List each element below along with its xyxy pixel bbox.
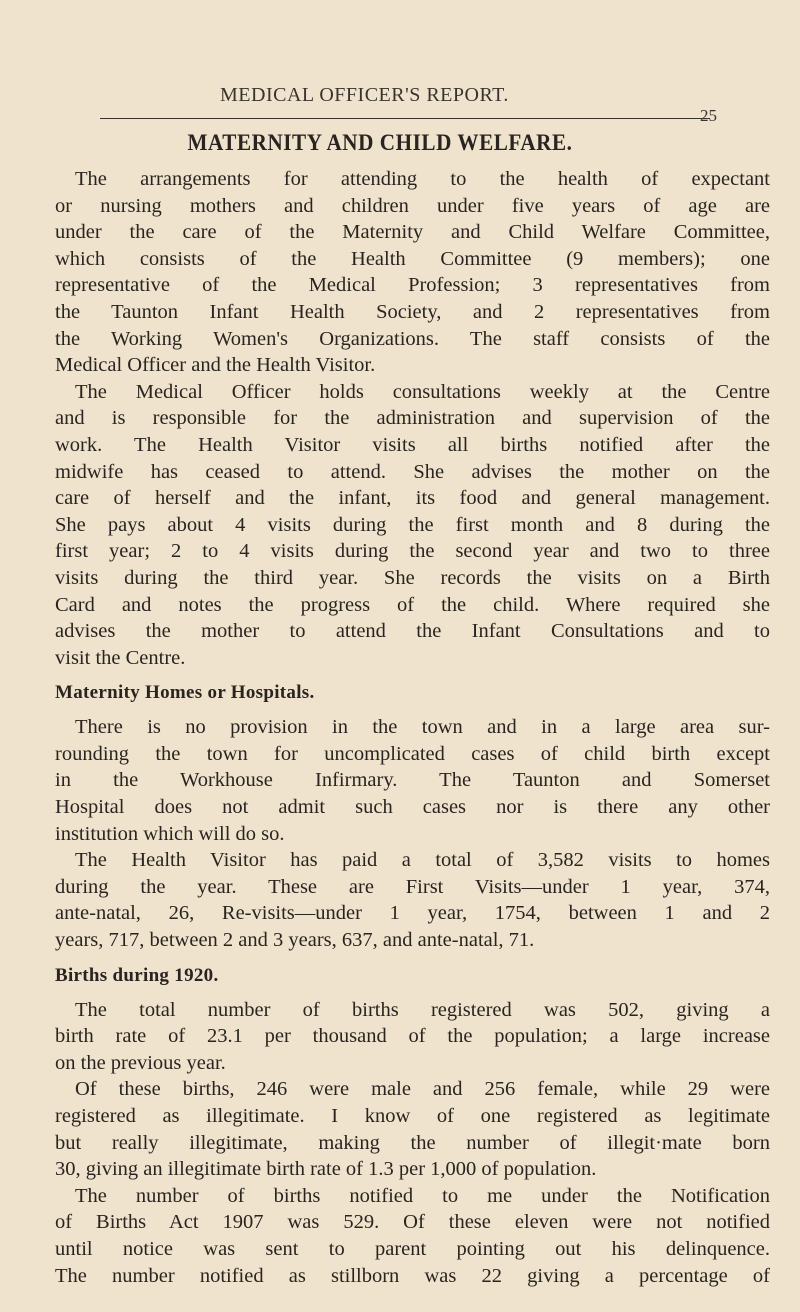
text-line-content: visit the Centre. <box>55 646 186 669</box>
text-line <box>55 352 770 379</box>
page-title: MATERNITY AND CHILD WELFARE. <box>187 130 573 155</box>
text-line <box>55 565 770 592</box>
text-line <box>55 1103 770 1130</box>
text-line-content: the Taunton Infant Health Society, and 2 representatives from <box>55 300 770 323</box>
text-line <box>55 767 770 794</box>
paragraph <box>55 166 770 379</box>
text-line-content: Hospital does not admit such cases nor is there any other <box>55 796 770 819</box>
text-line-content: birth rate of 23.1 per thousand of the population; a large increase <box>55 1025 770 1048</box>
text-line-content: on the previous year. <box>55 1051 226 1074</box>
text-line <box>55 326 770 353</box>
text-line <box>55 459 770 486</box>
text-line <box>55 847 770 874</box>
text-line <box>55 741 770 768</box>
text-line <box>55 592 770 619</box>
section-heading: Births during 1920. <box>55 964 219 986</box>
text-line <box>55 1076 770 1103</box>
text-line-content: 30, giving an illegitimate birth rate of 1.3 per 1,000 of population. <box>55 1158 597 1181</box>
text-line-content: midwife has ceased to attend. She advises the mother on the <box>55 460 770 483</box>
text-line-content: representative of the Medical Profession; 3 representatives from <box>55 274 770 297</box>
text-line-content: during the year. These are First Visits—under 1 year, 374, <box>55 875 770 898</box>
paragraph <box>55 379 770 672</box>
text-line-content: Medical Officer and the Health Visitor. <box>55 354 376 377</box>
text-line <box>55 166 770 193</box>
text-line <box>55 900 770 927</box>
page-header <box>100 82 710 119</box>
text-line-content: rounding the town for uncomplicated cases of child birth except <box>55 742 770 765</box>
text-line-content: She pays about 4 visits during the first month and 8 during the <box>55 513 770 536</box>
text-line-content: or nursing mothers and children under five years of age are <box>55 194 770 217</box>
text-line-content: of Births Act 1907 was 529. Of these eleven were not notified <box>55 1211 770 1234</box>
text-line <box>55 1236 770 1263</box>
paragraph <box>55 1183 770 1289</box>
text-line-content: first year; 2 to 4 visits during the second year and two to three <box>55 540 770 563</box>
text-line-content: Card and notes the progress of the child. Where required she <box>55 593 770 616</box>
section-heading: Maternity Homes or Hospitals. <box>55 682 315 704</box>
report-body <box>55 166 770 1289</box>
text-line <box>55 379 770 406</box>
text-line <box>55 714 770 741</box>
text-line-content: until notice was sent to parent pointing out his delinquence. <box>55 1237 770 1260</box>
text-line-content: work. The Health Visitor visits all births notified after the <box>55 433 770 456</box>
text-line <box>55 193 770 220</box>
text-line <box>55 1130 770 1157</box>
text-line <box>55 246 770 273</box>
text-line <box>55 1183 770 1210</box>
text-line-content: The arrangements for attending to the health of expectant <box>75 168 770 190</box>
text-line-content: which consists of the Health Committee (9 members); one <box>55 247 770 270</box>
text-line-content: The number notified as stillborn was 22 giving a percentage of <box>55 1264 770 1287</box>
text-line-content: but really illegitimate, making the number of illegit·mate born <box>55 1131 770 1154</box>
text-line-content: The Health Visitor has paid a total of 3,582 visits to homes <box>75 849 770 872</box>
text-line-content: and is responsible for the administration and supervision of the <box>55 407 770 430</box>
text-line <box>55 405 770 432</box>
text-line-content: registered as illegitimate. I know of one registered as legitimate <box>55 1105 770 1127</box>
text-line <box>55 927 770 954</box>
paragraph <box>55 1076 770 1182</box>
text-line-content: The number of births notified to me under the Notification <box>75 1184 770 1207</box>
text-line-content: institution which will do so. <box>55 822 285 845</box>
text-line <box>55 1050 770 1077</box>
running-title: MEDICAL OFFICER'S REPORT. <box>220 84 509 106</box>
text-line-content: ante-natal, 26, Re-visits—under 1 year, 1754, between 1 and 2 <box>55 902 770 925</box>
paragraph <box>55 847 770 953</box>
text-line-content: years, 717, between 2 and 3 years, 637, and ante-natal, 71. <box>55 929 535 952</box>
text-line <box>55 219 770 246</box>
text-line <box>55 874 770 901</box>
text-line-content: the Working Women's Organizations. The staff consists of the <box>55 327 770 350</box>
text-line <box>55 1209 770 1236</box>
text-line <box>55 1156 770 1183</box>
text-line-content: Of these births, 246 were male and 256 female, while 29 were <box>75 1078 770 1101</box>
text-line <box>55 794 770 821</box>
paragraph <box>55 997 770 1077</box>
text-line-content: care of herself and the infant, its food and general management. <box>55 487 770 510</box>
text-line-content: There is no provision in the town and in a large area sur- <box>75 716 770 739</box>
text-line <box>55 432 770 459</box>
text-line <box>55 272 770 299</box>
text-line <box>55 485 770 512</box>
text-line-content: in the Workhouse Infirmary. The Taunton and Somerset <box>55 769 770 792</box>
text-line <box>55 1023 770 1050</box>
text-line <box>55 1263 770 1290</box>
text-line-content: visits during the third year. She records the visits on a Birth <box>55 566 770 589</box>
text-line <box>55 299 770 326</box>
paragraph <box>55 714 770 847</box>
text-line-content: under the care of the Maternity and Child Welfare Committee, <box>55 221 770 244</box>
text-line <box>55 618 770 645</box>
text-line <box>55 538 770 565</box>
text-line <box>55 997 770 1024</box>
text-line <box>55 512 770 539</box>
text-line-content: The Medical Officer holds consultations weekly at the Centre <box>75 380 770 403</box>
text-line-content: The total number of births registered was 502, giving a <box>75 998 770 1021</box>
page-number: 25 <box>700 106 717 125</box>
text-line <box>55 645 770 672</box>
text-line-content: advises the mother to attend the Infant Consultations and to <box>55 620 770 643</box>
text-line <box>55 821 770 848</box>
